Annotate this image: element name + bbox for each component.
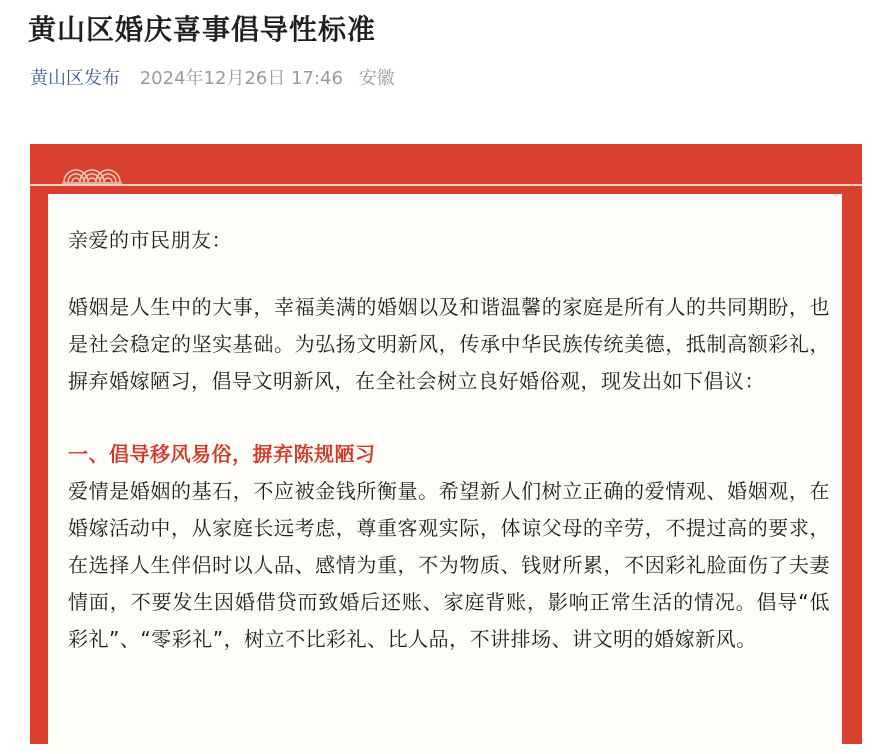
greeting-text: 亲爱的市民朋友： [68, 228, 232, 252]
publish-location: 安徽 [358, 68, 395, 89]
publish-date: 2024年12月26日 17:46 [139, 68, 343, 89]
frame-divider-line [30, 184, 862, 186]
article-title: 黄山区婚庆喜事倡导性标准 [28, 13, 377, 46]
letter-card [48, 194, 842, 754]
intro-paragraph: 婚姻是人生中的大事，幸福美满的婚姻以及和谐温馨的家庭是所有人的共同期盼，也是社会稳定的坚实基础。为弘扬文明新风，传承中华民族传统美德，抵制高额彩礼，摒弃婚嫁陋习，倡导文明新风，在全社会树立良好婚俗观，现发出如下倡议： [68, 295, 830, 393]
section-1-heading: 一、倡导移风易俗，摒弃陈规陋习 [68, 442, 376, 466]
source-account-link[interactable]: 黄山区发布 [30, 68, 120, 89]
article-meta [30, 64, 395, 90]
auspicious-cloud-ornament [60, 158, 124, 184]
section-1-paragraph: 爱情是婚姻的基石，不应被金钱所衡量。希望新人们树立正确的爱情观、婚姻观，在婚嫁活动中，从家庭长远考虑，尊重客观实际，体谅父母的辛劳，不提过高的要求，在选择人生伴侣时以人品、感情为重，不为物质、钱财所累，不因彩礼脸面伤了夫妻情面，不要发生因婚借贷而致婚后还账、家庭背账，影响正常生活的情况。倡导“低彩礼”、“零彩礼”，树立不比彩礼、比人品，不讲排场、讲文明的婚嫁新风。 [68, 479, 830, 651]
red-decorative-frame [30, 144, 862, 744]
letter-content [68, 222, 830, 658]
